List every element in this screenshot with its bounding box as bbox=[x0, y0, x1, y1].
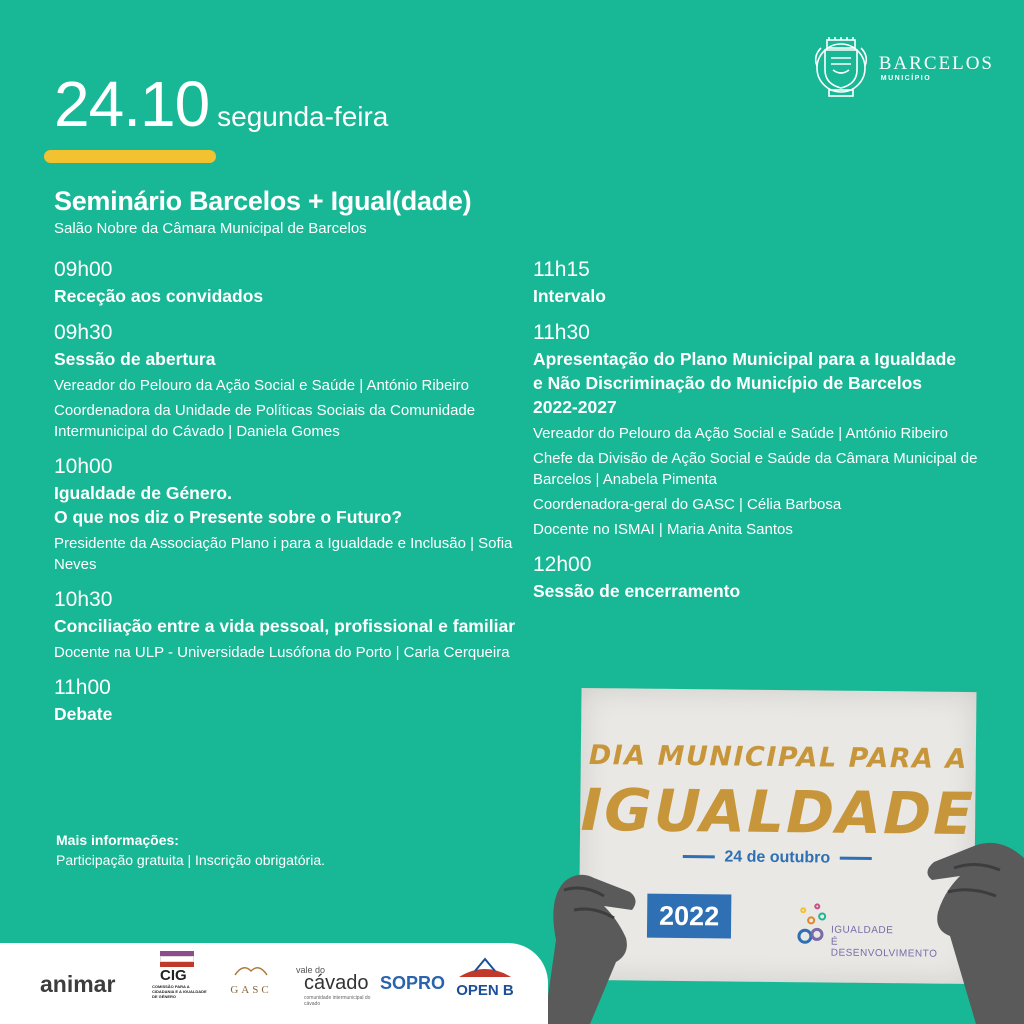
left-hand-icon bbox=[534, 830, 644, 1024]
event-weekday: segunda-feira bbox=[217, 101, 389, 132]
partner-sopro: SOPRO bbox=[380, 973, 446, 993]
schedule-slot bbox=[54, 586, 534, 663]
slot-title: Intervalo bbox=[533, 286, 606, 306]
slot-time: 09h00 bbox=[54, 258, 113, 281]
right-hand-icon bbox=[904, 818, 1024, 1024]
event-title: Seminário Barcelos + Igual(dade) bbox=[54, 186, 472, 216]
more-info bbox=[56, 830, 325, 870]
slot-time: 11h15 bbox=[533, 258, 590, 281]
gasc-hands-icon bbox=[231, 961, 271, 979]
partner-animar: animar bbox=[40, 971, 116, 997]
partners-bar bbox=[0, 943, 548, 1024]
slot-time: 11h00 bbox=[54, 676, 111, 699]
slot-speaker: Docente na ULP - Universidade Lusófona do Porto | Carla Cerqueira bbox=[54, 644, 510, 661]
gender-circles-icon bbox=[795, 898, 832, 948]
slot-title: Conciliação entre a vida pessoal, profissional e familiar bbox=[54, 616, 515, 636]
openb-name: OPEN B bbox=[456, 982, 514, 999]
slot-title: Apresentação do Plano Municipal para a Igualdade bbox=[533, 349, 957, 369]
schedule-slot bbox=[54, 674, 534, 726]
schedule-slot bbox=[54, 319, 534, 442]
schedule-left-column bbox=[54, 256, 534, 737]
slot-title: Sessão de abertura bbox=[54, 349, 216, 369]
event-venue: Salão Nobre da Câmara Municipal de Barcelos bbox=[54, 220, 367, 237]
slot-speaker: Vereador do Pelouro da Ação Social e Saúde | António Ribeiro bbox=[533, 425, 949, 442]
date-header bbox=[54, 68, 389, 140]
slot-title: Receção aos convidados bbox=[54, 286, 264, 306]
sign-line2: IGUALDADE bbox=[580, 775, 976, 849]
schedule-slot bbox=[533, 551, 1003, 603]
slot-speaker: Coordenadora-geral do GASC | Célia Barbosa bbox=[533, 496, 842, 513]
cavado-top: vale do bbox=[296, 965, 326, 975]
schedule-slot bbox=[533, 319, 1003, 540]
slot-time: 10h30 bbox=[54, 588, 113, 611]
logo-name: BARCELOS bbox=[878, 52, 994, 74]
slot-time: 11h30 bbox=[533, 321, 590, 344]
cig-name: CIG bbox=[160, 967, 187, 984]
cig-subtitle: COMISSÃO PARA A CIDADANIA E A IGUALDADE DE GÉNERO bbox=[152, 984, 207, 999]
slot-title: 2022-2027 bbox=[533, 397, 617, 417]
openb-boat-icon bbox=[455, 957, 515, 981]
cavado-name: cávado bbox=[304, 972, 369, 994]
cig-flag-icon bbox=[160, 951, 194, 967]
more-info-heading: Mais informações: bbox=[56, 832, 179, 848]
brand-line2: É DESENVOLVIMENTO bbox=[830, 936, 938, 960]
slot-time: 10h00 bbox=[54, 455, 113, 478]
slot-time: 09h30 bbox=[54, 321, 113, 344]
slot-speaker: Chefe da Divisão de Ação Social e Saúde da Câmara Municipal de Barcelos | Anabela Pimenta bbox=[533, 450, 978, 488]
slot-time: 12h00 bbox=[533, 553, 592, 576]
slot-speaker: Docente no ISMAI | Maria Anita Santos bbox=[533, 521, 793, 538]
partner-cig bbox=[152, 951, 212, 999]
slot-title: Igualdade de Género. bbox=[54, 483, 232, 503]
equality-day-sign bbox=[534, 690, 1024, 1024]
schedule-slot bbox=[54, 256, 534, 308]
partner-gasc bbox=[222, 961, 280, 996]
barcelos-crest-icon bbox=[811, 36, 871, 98]
cavado-subtitle: comunidade intermunicipal do cávado bbox=[304, 995, 371, 1007]
schedule-slot bbox=[54, 453, 534, 575]
slot-title: Sessão de encerramento bbox=[533, 581, 741, 601]
sign-date: 24 de outubro bbox=[580, 847, 975, 869]
logo-subtitle: MUNICÍPIO bbox=[880, 74, 932, 82]
gasc-name: GASC bbox=[230, 984, 272, 996]
more-info-text: Participação gratuita | Inscrição obrigatória. bbox=[56, 852, 325, 868]
slot-speaker: Vereador do Pelouro da Ação Social e Saúde | António Ribeiro bbox=[54, 377, 470, 394]
barcelos-logo bbox=[811, 36, 994, 98]
slot-title: O que nos diz o Presente sobre o Futuro? bbox=[54, 507, 403, 527]
event-date: 24.10 bbox=[54, 68, 210, 140]
slot-title: Debate bbox=[54, 704, 113, 724]
slot-title: e Não Discriminação do Município de Barcelos bbox=[533, 373, 922, 393]
schedule-right-column bbox=[533, 256, 1003, 614]
partner-openb bbox=[452, 957, 518, 999]
slot-speaker: Presidente da Associação Plano i para a Igualdade e Inclusão | Sofia Neves bbox=[54, 535, 513, 573]
brand-line1: IGUALDADE bbox=[830, 924, 894, 937]
sign-year: 2022 bbox=[647, 894, 731, 939]
sign-line1: DIA MUNICIPAL PARA A bbox=[588, 740, 969, 775]
schedule-slot bbox=[533, 256, 1003, 308]
partner-cavado bbox=[296, 965, 374, 1007]
slot-speaker: Coordenadora da Unidade de Políticas Sociais da Comunidade Intermunicipal do Cávado | Daniela Gomes bbox=[54, 402, 476, 440]
date-underline bbox=[44, 150, 216, 163]
